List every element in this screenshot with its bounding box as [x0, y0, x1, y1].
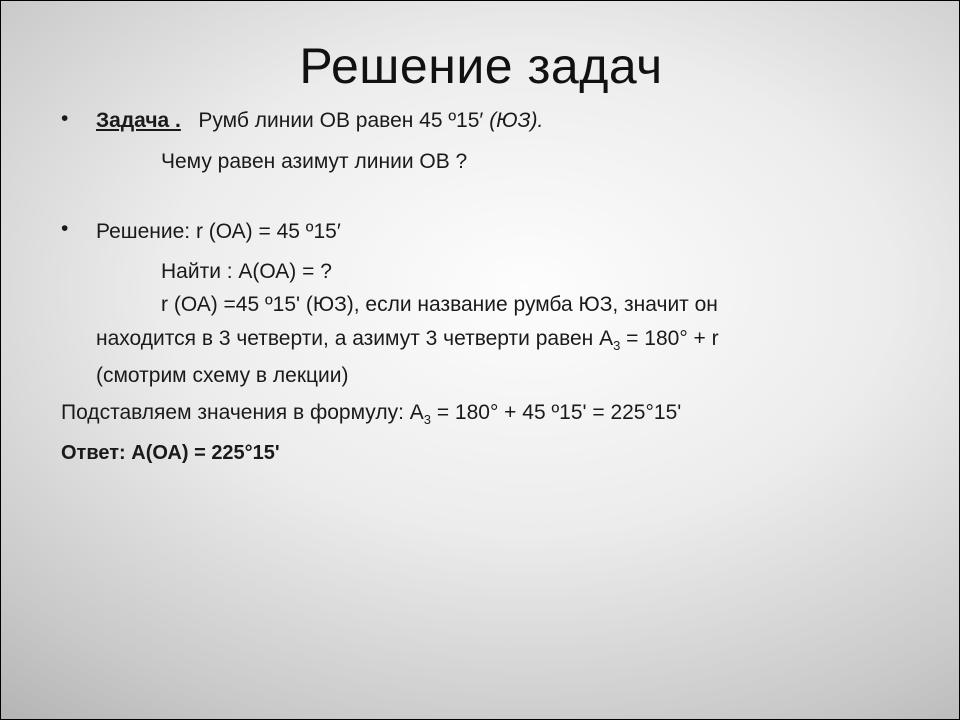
solution-line-2: Найти : А(ОА) = ?: [161, 260, 332, 283]
task-suffix: (ЮЗ).: [489, 109, 544, 132]
task-text: Румб линии ОВ равен 45 º15′: [198, 109, 484, 132]
solution-line-5: (смотрим схему в лекции): [96, 364, 349, 387]
substitute-line: [61, 401, 681, 427]
solution-line-3: r (ОА) =45 º15' (ЮЗ), если название румба ЮЗ, значит он: [161, 293, 718, 316]
solution-line-4-text: находится в 3 четверти, а азимут 3 четверти равен А: [96, 327, 614, 350]
answer-line: Ответ: А(ОА) = 225°15': [61, 442, 280, 464]
solution-line-4: [96, 327, 719, 353]
task-label: Задача .: [96, 109, 181, 132]
solution-line-4-formula: = 180° + r: [620, 327, 719, 350]
task-line: [96, 109, 543, 133]
task-question: Чему равен азимут линии ОВ ?: [161, 150, 468, 173]
slide-title: Решение задач: [299, 38, 663, 94]
substitute-subscript: 3: [423, 412, 431, 428]
bullet-icon: •: [61, 107, 69, 130]
substitute-formula: = 180° + 45 º15' = 225°15': [430, 401, 682, 424]
quarter-subscript: 3: [613, 338, 621, 354]
bullet-icon: •: [61, 217, 69, 240]
substitute-text: Подставляем значения в формулу: А: [61, 401, 424, 424]
solution-line-1: Решение: r (ОА) = 45 º15′: [96, 220, 341, 243]
